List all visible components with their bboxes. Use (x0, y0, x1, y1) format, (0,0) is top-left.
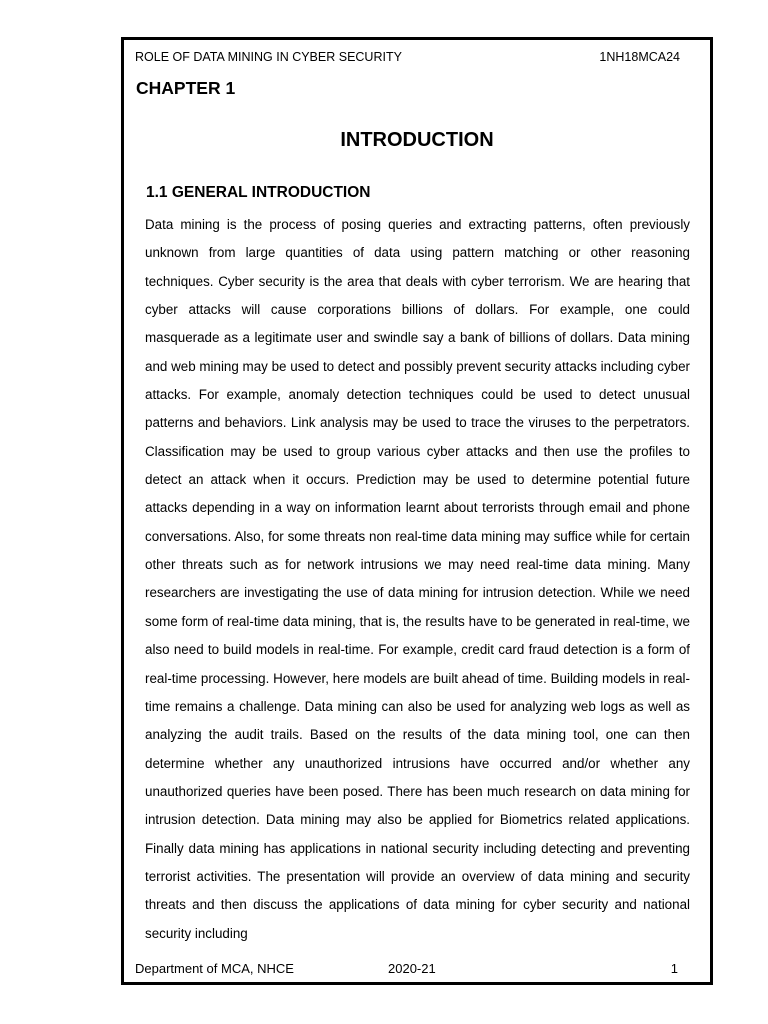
footer-year: 2020-21 (388, 961, 436, 976)
running-footer (135, 961, 680, 977)
header-title: ROLE OF DATA MINING IN CYBER SECURITY (135, 50, 402, 64)
footer-department: Department of MCA, NHCE (135, 961, 294, 976)
header-roll-number: 1NH18MCA24 (599, 50, 680, 64)
chapter-title: INTRODUCTION (340, 129, 494, 151)
section-heading: 1.1 GENERAL INTRODUCTION (146, 184, 371, 201)
body-paragraph: Data mining is the process of posing queries and extracting patterns, often previously unknown from large quantities of data using pattern matching or other reasoning techniques. Cyber security is the area that deals with cyber terrorism. We are hearing that cyber attacks will cause corporations billions of dollars. For example, one could masquerade as a legitimate user and swindle say a bank of billions of dollars. Data mining and web mining may be used to detect and possibly prevent security attacks including cyber attacks. For example, anomaly detection techniques could be used to detect unusual patterns and behaviors. Link analysis may be used to trace the viruses to the perpetrators. Classification may be used to group various cyber attacks and then use the profiles to detect an attack when it occurs. Prediction may be used to determine potential future attacks depending in a way on information learnt about terrorists through email and phone conversations. Also, for some threats non real-time data mining may suffice while for certain other threats such as for network intrusions we may need real-time data mining. Many researchers are investigating the use of data mining for intrusion detection. While we need some form of real-time data mining, that is, the results have to be generated in real-time, we also need to build models in real-time. For example, credit card fraud detection is a form of real-time processing. However, here models are built ahead of time. Building models in real-time remains a challenge. Data mining can also be used for analyzing web logs as well as analyzing the audit trails. Based on the results of the data mining tool, one can then determine whether any unauthorized intrusions have occurred and/or whether any unauthorized queries have been posed. There has been much research on data mining for intrusion detection. Data mining may also be applied for Biometrics related applications. Finally data mining has applications in national security including detecting and preventing terrorist activities. The presentation will provide an overview of data mining and security threats and then discuss the applications of data mining for cyber security and national security including (145, 217, 690, 941)
chapter-label: CHAPTER 1 (136, 78, 236, 98)
running-header (135, 49, 680, 65)
page-number: 1 (670, 961, 678, 976)
